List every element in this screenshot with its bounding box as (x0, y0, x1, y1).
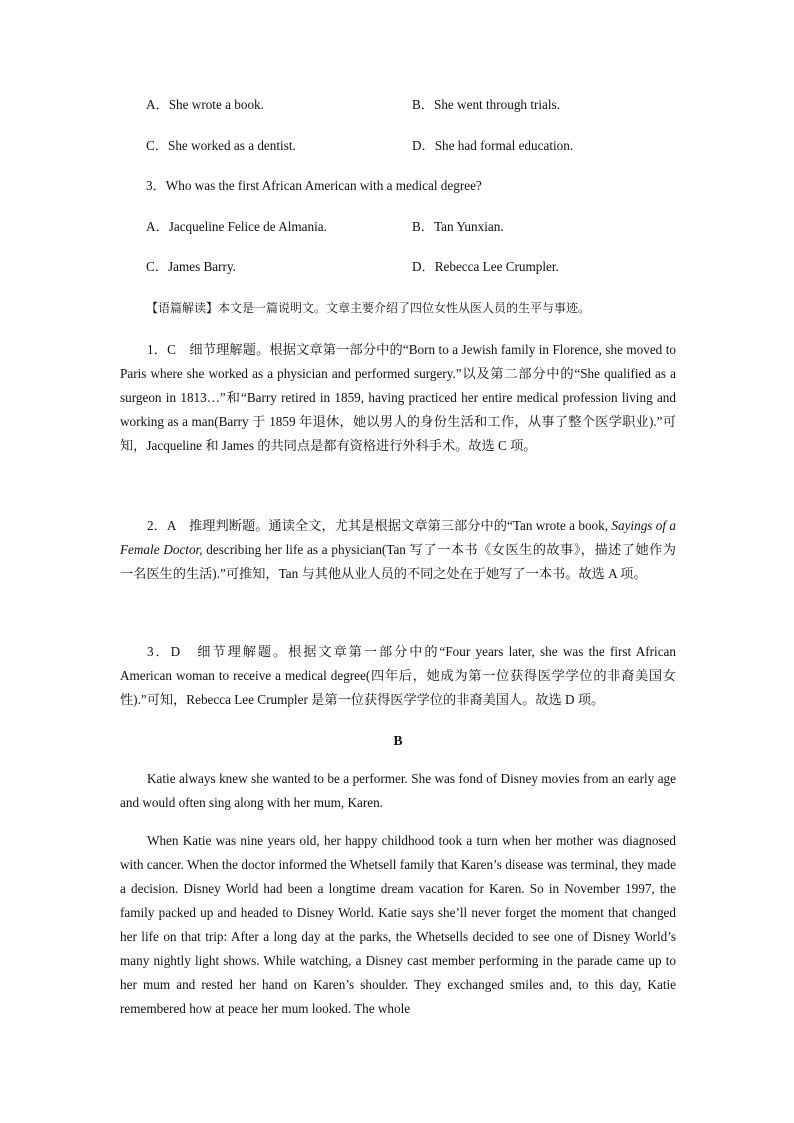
q3-option-b: B．Tan Yunxian. (412, 219, 504, 234)
answer-1 (120, 338, 676, 458)
section-b-paragraph-1 (120, 767, 676, 815)
option-b: B．She went through trials. (412, 97, 560, 112)
q3-options-row-1 (146, 216, 666, 238)
answer-2-part-b: describing her life as a physician(Tan 写了一本书《女医生的故事》，描述了她作为一名医生的生活).”可推知，Tan 与其他从业人员的不同之处在于她写了一本书。故选 A 项。 (120, 542, 676, 581)
section-b-p1: Katie always knew she wanted to be a performer. She was fond of Disney movies from an early age and would often sing along with her mum, Karen. (120, 771, 676, 810)
q3-options-row-2 (146, 256, 666, 278)
question-3: 3．Who was the first African American with a medical degree? (146, 178, 482, 193)
answer-3-text: 3．D 细节理解题。根据文章第一部分中的“Four years later, she was the first African American woman to receive a medical degree(四年后，她成为第一位获得医学学位的非裔美国女性).”可知，Rebecca Lee Crumpler 是第一位获得医学学位的非裔美国人。故选 D 项。 (120, 644, 676, 707)
q3-option-c: C．James Barry. (146, 259, 236, 274)
section-b-paragraph-2 (120, 829, 676, 1021)
q3-option-d: D．Rebecca Lee Crumpler. (412, 259, 559, 274)
q3-option-a: A．Jacqueline Felice de Almania. (146, 219, 327, 234)
option-c: C．She worked as a dentist. (146, 138, 296, 153)
option-d: D．She had formal education. (412, 138, 574, 153)
q2-options-row-1 (146, 94, 666, 116)
passage-guide: 【语篇解读】本文是一篇说明文。文章主要介绍了四位女性从医人员的生平与事迹。 (146, 301, 591, 315)
answer-3 (120, 640, 676, 712)
section-b-heading: B (393, 733, 403, 748)
q2-options-row-2 (146, 135, 666, 157)
answer-2 (120, 514, 676, 586)
section-b-p2: When Katie was nine years old, her happy childhood took a turn when her mother was diagnosed with cancer. When the doctor informed the Whetsell family that Karen’s disease was terminal, they made a decision. Disney World had been a longtime dream vacation for Karen. So in November 1997, the family packed up and headed to Disney World. Katie says she’ll never forget the moment that changed her life on that trip: After a long day at the parks, the Whetsells decided to see one of Disney World’s many nightly light shows. While watching, a Disney cast member performing in the parade came up to her mum and rested her hand on Karen’s shoulder. They exchanged smiles and, to this day, Katie remembered how at peace her mum looked. The whole (120, 833, 676, 1016)
answer-1-text: 1．C 细节理解题。根据文章第一部分中的“Born to a Jewish family in Florence, she moved to Paris where she worked as a physician and performed surgery.”以及第二部分中的“She qualified as a surgeon in 1813…”和“Barry retired in 1859, having practiced her entire medical profession living and working as a man(Barry 于 1859 年退休，她以男人的身份生活和工作，从事了整个医学职业).”可知，Jacqueline 和 James 的共同点是都有资格进行外科手术。故选 C 项。 (120, 342, 676, 453)
option-a: A．She wrote a book. (146, 97, 264, 112)
answer-2-text (120, 514, 676, 586)
answer-2-part-a: 2．A 推理判断题。通读全文，尤其是根据文章第三部分中的“Tan wrote a book, (147, 518, 612, 533)
book-title: Sayings of a Female Doctor, (120, 518, 676, 557)
